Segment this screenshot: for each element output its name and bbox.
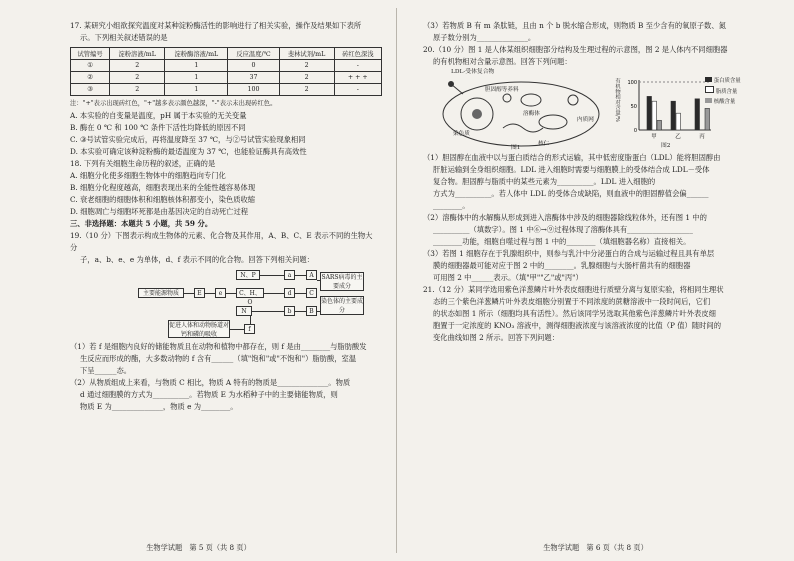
connector-line (260, 275, 284, 276)
main-energy-box: 主要能源物质 (138, 288, 184, 298)
q20-part-1c: 复合物。胆固醇与脂质中的某些元素为__________。LDL 进入细胞的 (433, 177, 656, 186)
table-row (71, 84, 382, 96)
table-header: 淀粉酶溶液/mL (165, 48, 228, 60)
e-box: e (215, 288, 226, 298)
section-heading: 三、非选择题：本题共 5 小题，共 59 分。 (70, 219, 213, 228)
bar (652, 101, 657, 130)
nucleolus-label: 核仁 (538, 141, 550, 147)
connector-line (295, 311, 306, 312)
legend-label: 脂质含量 (715, 89, 738, 95)
q21-stem-2: 态的三个紫色洋葱鳞片叶外表皮细胞分别置于不同浓度的蔗糖溶液中一段时间后，它们 (433, 297, 711, 306)
q19-part-1b: 生反应而形成的酯，大多数动物的 f 含有______（填"饱和"或"不饱和"）脂肪酸，室温 (80, 354, 357, 363)
q19-part-3: （3）若物质 B 有 m 条肽链，且由 n 个 b 脱水缩合形成，则物质 B 至少含有的氧原子数、氮 (423, 21, 726, 30)
n-box: N (236, 306, 252, 316)
table-cell: 2 (279, 72, 334, 84)
table-cell: 2 (110, 72, 165, 84)
table-cell: 100 (228, 84, 279, 96)
bar (671, 101, 676, 130)
bar (647, 96, 652, 130)
table-note: 注："+"表示出现砖红色，"+"越多表示颜色越深，"-"表示未出现砖红色。 (70, 100, 277, 107)
q19-part-1: （1）若 f 是细胞内良好的储能物质且在动物和植物中都存在，则 f 是由________与脂肪酸发 (70, 342, 367, 351)
table-cell: 1 (165, 84, 228, 96)
bar (695, 99, 700, 130)
q18-option-a: A. 细胞分化使多细胞生物体中的细胞趋向专门化 (70, 171, 226, 180)
table-cell: 1 (165, 72, 228, 84)
legend-item (705, 97, 741, 107)
table-cell: 2 (279, 84, 334, 96)
np-box: N、P (236, 270, 260, 280)
bar (676, 113, 681, 130)
legend-item (705, 86, 741, 97)
table-row (71, 72, 382, 84)
q20-part-1e: ________。 (433, 201, 470, 210)
a-box: a (284, 270, 295, 280)
q20-part-2: （2）溶酶体中的水解酶从形成到进入溶酶体中涉及的细胞器除线粒体外，还有图 1 中的 (423, 213, 707, 222)
y-tick-label: 50 (630, 104, 637, 110)
calcium-box: 促进人体和动物肠道对钙和磷的吸收 (169, 322, 230, 338)
table-cell: 2 (110, 84, 165, 96)
legend-label: 核酸含量 (713, 99, 736, 105)
b-box: b (284, 306, 295, 316)
q20-part-3c: 可用图 2 中______表示。（填"甲""乙"或"丙"） (433, 273, 583, 282)
B-box: B (306, 306, 317, 316)
table-cell: ② (71, 72, 110, 84)
table-cell: 0 (228, 60, 279, 72)
q19-part-2: （2）从物质组成上来看，与物质 C 相比，物质 A 特有的物质是______________。物质 (70, 378, 351, 387)
bar (705, 108, 710, 130)
table-cell: - (334, 84, 381, 96)
q20-stem-2: 的有机物相对含量示意图。回答下列问题： (433, 57, 572, 66)
q20-part-2c: ________功能，细胞自噬过程与图 1 中的________（填细胞器名称）直接相关。 (433, 237, 691, 246)
q17-option-b: B. 酶在 0 ℃ 和 100 ℃ 条件下活性均降低的原因不同 (70, 123, 246, 132)
q20-part-1b: 肝脏运输到全身组织细胞。LDL 进入细胞时需要与细胞膜上的受体结合成 LDL－受体 (433, 165, 710, 174)
E-box: E (194, 288, 205, 298)
page-footer-left: 生物学试题 第 5 页（共 8 页） (146, 543, 251, 552)
right-page (397, 0, 794, 561)
fig2-chart (623, 72, 713, 142)
lysosome-label: 溶酶体 (523, 111, 540, 117)
q17-option-c: C. ③号试管实验完成后，再将温度降至 37 ℃，与②号试管实验现象相同 (70, 135, 306, 144)
cho-box: C、H、O (236, 288, 264, 298)
table-cell: + + + (334, 72, 381, 84)
connector-line (264, 293, 284, 294)
table-header: 淀粉溶液/mL (110, 48, 165, 60)
connector-line (184, 293, 194, 294)
experiment-table (70, 47, 382, 96)
q21-stem: 21.（12 分）某同学选用紫色洋葱鳞片叶外表皮细胞进行质壁分离与复原实验，将相同生理状 (423, 285, 724, 294)
recv-label: 胆固醇等养料 (485, 87, 519, 93)
connector-line (317, 280, 320, 281)
chromatin-label: 染色质 (453, 131, 470, 137)
er-label: 内质网 (577, 117, 594, 123)
sars-box: SARS病毒的主要成分 (321, 274, 363, 290)
connector-line (295, 275, 306, 276)
table-cell: ① (71, 60, 110, 72)
q19-part-2c: 物质 E 为______________，物质 e 为________。 (80, 402, 238, 411)
q21-stem-5: 变化曲线如图 2 所示。回答下列问题： (433, 333, 560, 342)
compound-diagram (70, 268, 379, 338)
table-cell: 2 (279, 60, 334, 72)
fig2-ylabel: 有机物相对含量/% (614, 78, 620, 122)
fig1-caption: 图1 (511, 145, 521, 151)
q19-stem: 19.（10 分）下图表示构成生物体的元素、化合物及其作用，A、B、C、E 表示不同的生物大分 (70, 231, 373, 252)
connector-line (250, 316, 251, 324)
fig2-legend (705, 76, 741, 107)
table-cell: 1 (165, 60, 228, 72)
x-tick-label: 丙 (699, 134, 705, 140)
ldl-label: LDL-受体复合物 (451, 69, 495, 75)
q20-part-1d: 方式为__________。若人体中 LDL 的受体合成缺陷，则血液中的胆固醇值会偏______ (433, 189, 709, 198)
table-cell: - (334, 60, 381, 72)
q17-stem: 17. 某研究小组欲探究温度对某种淀粉酶活性的影响进行了相关实验，操作及结果如下表所 (70, 21, 362, 30)
q18-option-d: D. 细胞凋亡与细胞坏死都是由基因决定的自动死亡过程 (70, 207, 249, 216)
x-tick-label: 乙 (675, 134, 681, 140)
q19-part-1c: 下呈______态。 (80, 366, 132, 375)
table-header: 反应温度/℃ (228, 48, 279, 60)
q20-part-1: （1）胆固醇在血液中以与蛋白质结合的形式运输，其中低密度脂蛋白（LDL）能将胆固醇由 (423, 153, 721, 162)
q21-stem-4: 胞置于一定浓度的 KNO₃ 溶液中，测得细胞液浓度与该溶液浓度的比值（P 值）随时间的 (433, 321, 721, 330)
y-tick-label: 0 (633, 128, 637, 134)
fig2-caption: 图2 (661, 143, 671, 149)
q19-part-3b: 原子数分别为______________。 (433, 33, 536, 42)
legend-item (705, 76, 741, 86)
q20-part-3b: 膜的细胞器最可能对应于图 2 中的________。乳腺细胞与大肠杆菌共有的细胞器 (433, 261, 691, 270)
table-header: 试管编号 (71, 48, 110, 60)
q18-option-b: B. 细胞分化程度越高，细胞表现出来的全能性越容易体现 (70, 183, 256, 192)
f-box: f (244, 324, 255, 334)
table-header: 砖红色深浅 (334, 48, 381, 60)
q17-option-a: A. 本实验的自变量是温度，pH 属于本实验的无关变量 (70, 111, 247, 120)
q18-option-c: C. 衰老细胞的细胞体积和细胞核体积都变小，染色质收缩 (70, 195, 256, 204)
q20-figures (423, 70, 764, 150)
table-cell: 2 (110, 60, 165, 72)
q17-option-d: D. 本实验可确定该种淀粉酶的最适温度为 37 ℃，也能验证酶具有高效性 (70, 147, 307, 156)
connector-line (317, 311, 320, 312)
table-cell: 37 (228, 72, 279, 84)
table-row (71, 60, 382, 72)
connector-line (295, 293, 306, 294)
q20-stem: 20.（10 分）图 1 是人体某组织细胞部分结构及生理过程的示意图，图 2 是人体内不同细胞器 (423, 45, 728, 54)
connector-line (230, 329, 244, 330)
legend-label: 蛋白质含量 (713, 78, 741, 84)
connector-line (226, 293, 236, 294)
q19-stem-2: 子，a、b、e、e 为单体，d、f 表示不同的化合物。回答下列相关问题： (80, 255, 314, 264)
q18-stem: 18. 下列有关细胞生命历程的叙述，正确的是 (70, 159, 216, 168)
q19-part-2b: d 通过细胞膜的方式为__________。若物质 E 为水稻种子中的主要储能物质，则 (80, 390, 338, 399)
q21-stem-3: 的状态如图 1 所示（细胞均具有活性）。然后该同学另选取其他紫色洋葱鳞片叶外表皮细 (433, 309, 716, 318)
connector-line (205, 293, 215, 294)
page-footer-right: 生物学试题 第 6 页（共 8 页） (543, 543, 648, 552)
A-box: A (306, 270, 317, 280)
table-header-row (71, 48, 382, 60)
q17-stem-2: 示。下列相关叙述错误的是 (80, 33, 168, 42)
q20-part-3: （3）若图 1 细胞存在于乳腺组织中，则参与乳汁中分泌蛋白的合成与运输过程且具有单层 (423, 249, 715, 258)
d-box: d (284, 288, 295, 298)
q20-part-2b: __________（填数字）。图 1 中⑥→⑨过程体现了溶酶体具有__________________ (433, 225, 693, 234)
x-tick-label: 甲 (651, 134, 657, 140)
table-cell: ③ (71, 84, 110, 96)
chromosome-box: 染色体的主要成分 (321, 298, 364, 314)
C-box: C (306, 288, 317, 298)
connector-line (252, 311, 284, 312)
table-header: 斐林试剂/mL (279, 48, 334, 60)
bar (657, 120, 662, 130)
y-tick-label: 100 (627, 80, 637, 86)
